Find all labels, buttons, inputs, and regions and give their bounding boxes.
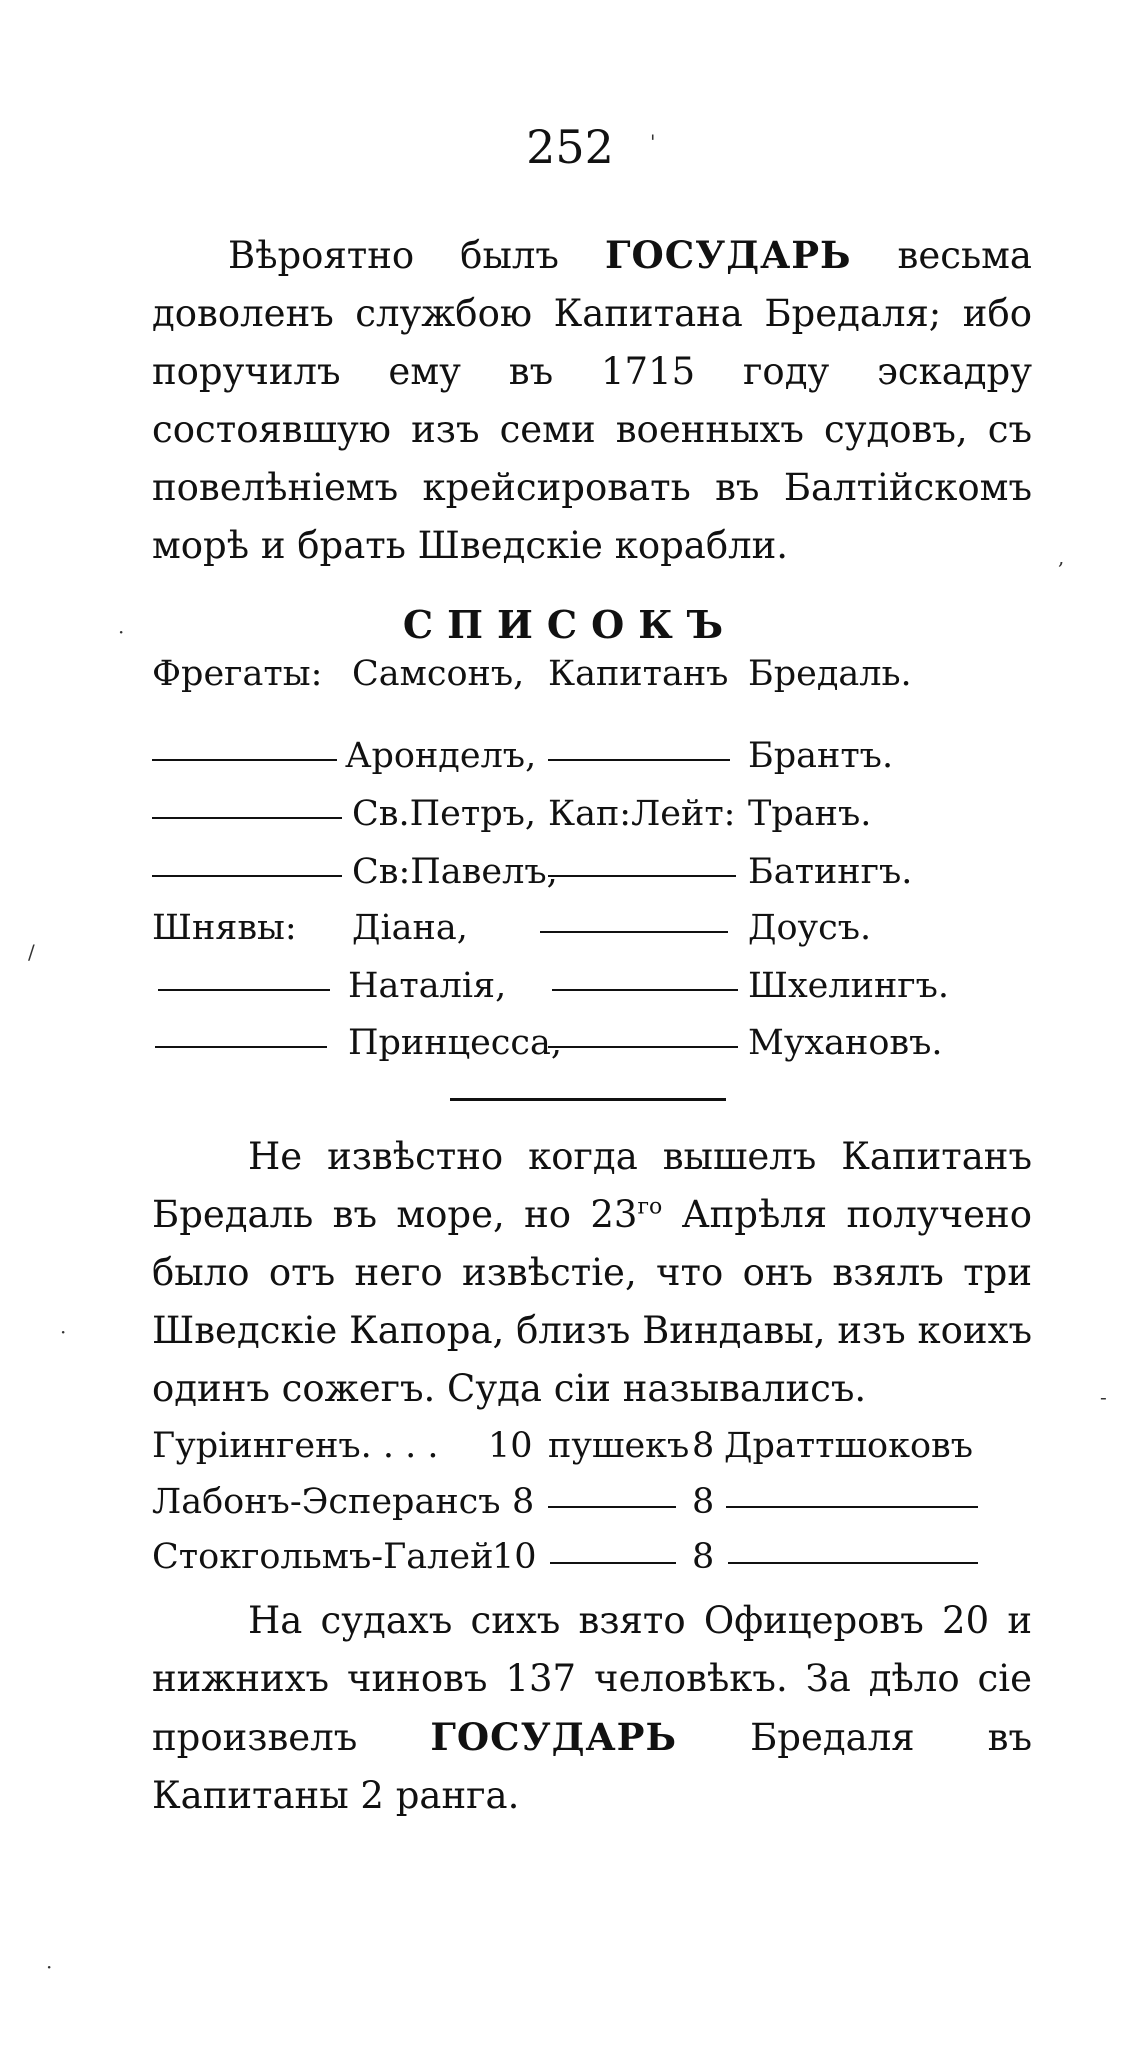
captured-ship-name: Гуріингенъ. . . . (152, 1426, 439, 1466)
captured-ship-guns: 8 (512, 1482, 535, 1522)
fleet-type: Фрегаты: (152, 654, 323, 694)
captured-ship-guns-unit: пушекъ (548, 1426, 690, 1466)
scan-speck: / (28, 940, 35, 964)
fleet-rank: Капитанъ (548, 654, 729, 694)
fleet-captain: Доусъ. (748, 908, 872, 948)
page-number: 252 (526, 120, 614, 174)
paragraph-intro (152, 226, 1032, 575)
captured-ship-name: Стокгольмъ-Галей (152, 1537, 494, 1577)
paragraph-outcome-text: На судахъ сихъ взято Офицеровъ 20 и нижнихъ чиновъ 137 человѣкъ. За дѣло сіе произвелъ (152, 1599, 1032, 1759)
fleet-captain: Бредаль. (748, 654, 912, 694)
fleet-ship: Наталія, (348, 966, 507, 1006)
fleet-ship: Принцесса, (348, 1023, 562, 1063)
ditto-rule (550, 1562, 676, 1564)
fleet-ship: Діана, (352, 908, 468, 948)
scan-speck: · (60, 1320, 67, 1344)
paragraph-outcome (152, 1592, 1032, 1825)
paragraph-outcome-text-rest: Бредаля въ Капитаны 2 ранга. (152, 1716, 1033, 1817)
ordinal-suffix: го (637, 1194, 663, 1220)
ditto-rule (158, 989, 330, 991)
ditto-rule (152, 875, 342, 877)
fleet-ship: Аронделъ, (345, 736, 537, 776)
scan-speck: , (1058, 545, 1065, 569)
scan-speck: ' (650, 130, 656, 154)
ditto-rule (540, 931, 728, 933)
ditto-rule (548, 759, 730, 761)
paragraph-intro-text-rest: весьма доволенъ службою Капитана Бредаля; ибо поручилъ ему въ 1715 году эскадру состоявшую изъ семи военныхъ судовъ, съ повелѣніемъ крейсировать въ Балтійскомъ морѣ и брать Шведскіе корабли. (152, 234, 1032, 567)
scan-speck: - (1100, 1385, 1107, 1409)
section-divider (450, 1098, 726, 1101)
ditto-rule (152, 817, 342, 819)
ditto-rule (155, 1046, 327, 1048)
sovereign-word: ГОСУДАРЬ (430, 1715, 677, 1759)
fleet-ship: Самсонъ, (352, 654, 525, 694)
ditto-rule (548, 1046, 738, 1048)
ditto-rule (548, 875, 736, 877)
captured-ship-swivels: 8 (692, 1537, 715, 1577)
ditto-rule (548, 1506, 676, 1508)
scan-speck: · (118, 620, 125, 644)
fleet-rank: Кап:Лейт: (548, 794, 736, 834)
fleet-captain: Шхелингъ. (748, 966, 950, 1006)
paragraph-report-text-rest: Апрѣля получено было отъ него извѣстіе, что онъ взялъ три Шведскіе Капора, близъ Виндавы, изъ коихъ одинъ сожегъ. Суда сіи называлисъ. (152, 1193, 1032, 1410)
sovereign-word: ГОСУДАРЬ (604, 233, 852, 277)
ditto-rule (152, 759, 337, 761)
ditto-rule (552, 989, 738, 991)
list-heading: СПИСОКЪ (402, 602, 738, 647)
captured-ship-swivels-unit: Драттшоковъ (724, 1426, 973, 1466)
fleet-ship: Св:Павелъ, (352, 852, 558, 892)
paragraph-report-text: Не извѣстно когда вышелъ Капитанъ Бредаль въ море, но 23 (152, 1135, 1032, 1236)
fleet-ship: Св.Петръ, (352, 794, 537, 834)
fleet-captain: Транъ. (748, 794, 872, 834)
captured-ship-name: Лабонъ-Эсперансъ (152, 1482, 501, 1522)
fleet-captain: Брантъ. (748, 736, 894, 776)
captured-ship-swivels: 8 (692, 1426, 715, 1466)
ditto-rule (726, 1506, 978, 1508)
scan-speck: · (46, 1955, 53, 1979)
fleet-captain: Батингъ. (748, 852, 913, 892)
fleet-type: Шнявы: (152, 908, 297, 948)
fleet-captain: Мухановъ. (748, 1023, 943, 1063)
ditto-rule (728, 1562, 978, 1564)
paragraph-intro-text: Вѣроятно былъ (228, 234, 605, 277)
captured-ship-swivels: 8 (692, 1482, 715, 1522)
captured-ship-guns: 10 (488, 1426, 533, 1466)
captured-ship-guns: 10 (492, 1537, 537, 1577)
paragraph-report (152, 1128, 1032, 1418)
